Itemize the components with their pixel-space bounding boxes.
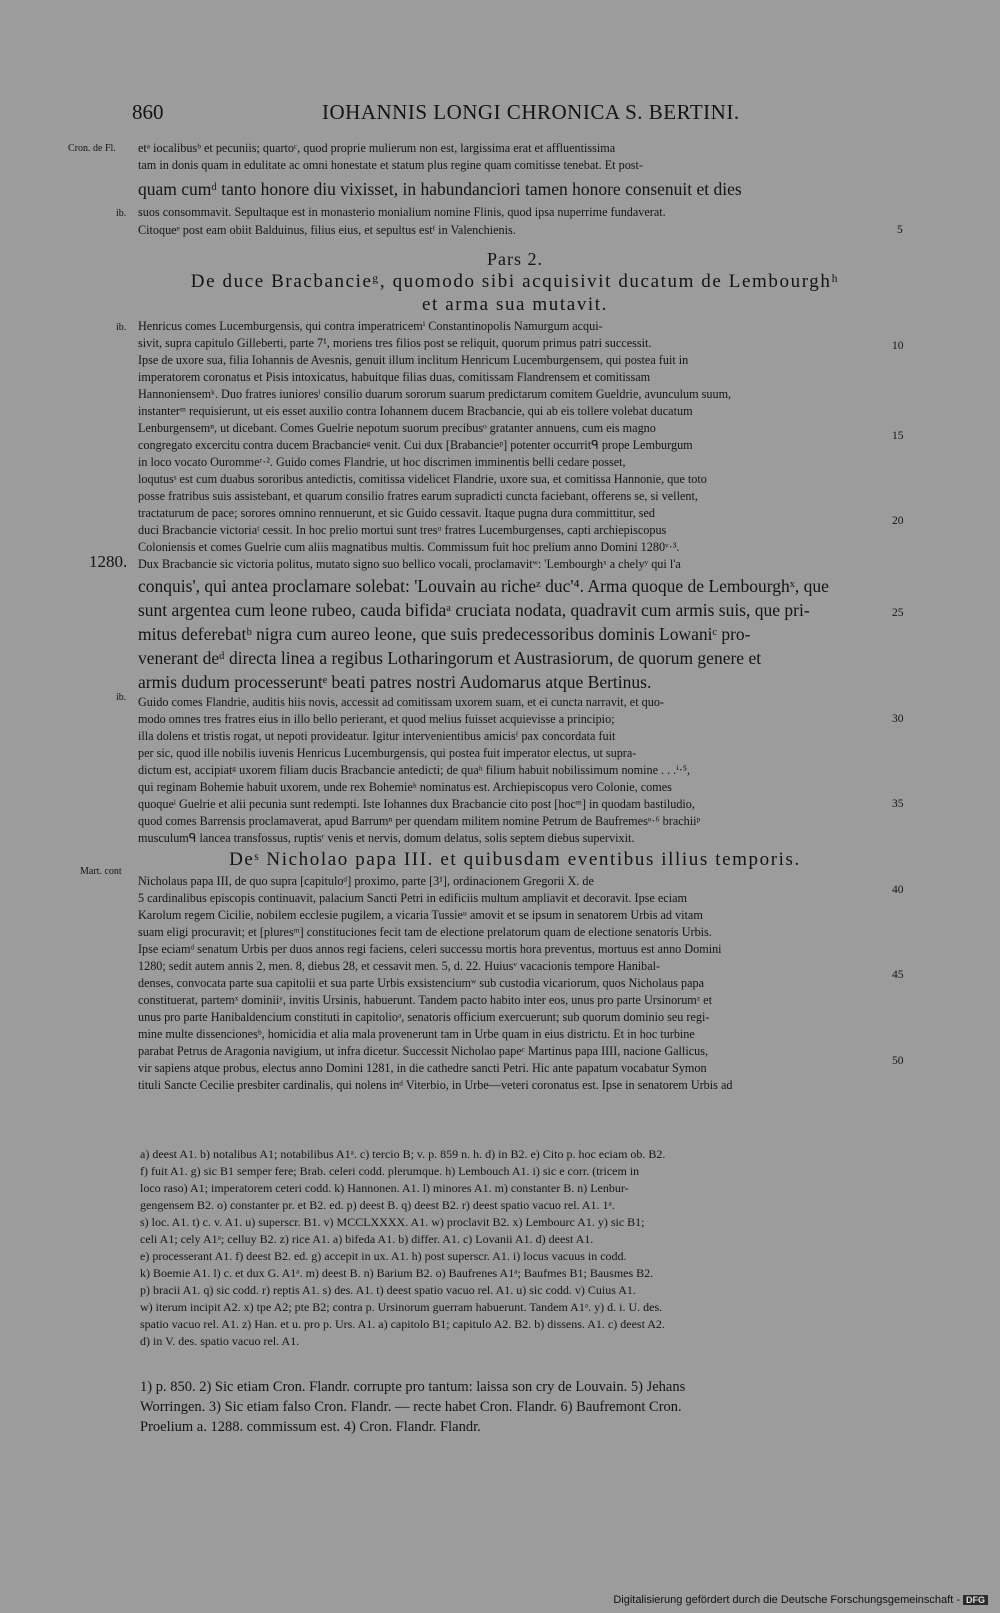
apparatus-line: w) iterum incipit A2. x) tpe A2; pte B2; contra p. Ursinorum guerram habuerunt. Tandem A1ᵃ. y) d. i. U. des. xyxy=(140,1300,663,1314)
line-number: 50 xyxy=(892,1055,904,1067)
margin-note-ib: ib. xyxy=(116,692,127,703)
text-line: vir sapiens atque probus, electus anno Domini 1281, in die cathedre sancti Petri. Hic ante papatum vocabatur Symon xyxy=(138,1061,707,1075)
text-line: Coloniensis et comes Guelrie cum aliis magnatibus multis. Commissum fuit hoc prelium anno Domini 1280ᵛ·³. xyxy=(138,540,680,554)
text-line: quod comes Barrensis proclamaverat, apud Barrumⁿ per quendam militem nomine Petrum de Baufremesᵒ·⁶ brachiiᵖ xyxy=(138,814,701,828)
text-line: dictum est, accipiatᵍ uxorem filiam ducis Bracbancie antedicti; de quaʰ filium habuit nobilissimum nomine . . .ⁱ·⁵, xyxy=(138,763,691,777)
line-number: 25 xyxy=(892,607,904,619)
text-line: tam in donis quam in edulitate ac omni honestate et statum plus regine quam comitisse tenebat. Et post- xyxy=(138,158,643,172)
text-line: quam cumᵈ tanto honore diu vixisset, in habundanciori tamen honore consenuit et dies xyxy=(138,179,742,199)
apparatus-line: k) Boemie A1. l) c. et dux G. A1ᵃ. m) deest B. n) Barium B2. o) Baufrenes A1ᵃ; Baufmes B1; Bausmes B2. xyxy=(140,1266,654,1280)
apparatus-line: d) in V. des. spatio vacuo rel. A1. xyxy=(140,1334,300,1348)
text-line: Karolum regem Cicilie, nobilem ecclesie pugilem, a vicaria Tussieᵘ amovit et se ipsum in senatorem Urbis ad vitam xyxy=(138,908,703,922)
text-line: instanterᵐ requisierunt, ut eis esset auxilio contra Iohannem ducem Bracbancie, qui ab eis tollere volebat ducatum xyxy=(138,404,693,418)
text-line: venerant deᵈ directa linea a regibus Lotharingorum et Austrasiorum, de quorum genere et xyxy=(138,648,762,668)
chapter-title: et arma sua mutavit. xyxy=(421,294,609,315)
margin-note-source: Cron. de Fl. xyxy=(68,143,116,154)
chapter-title: De duce Bracbancieᵍ, quomodo sibi acquisivit ducatum de Lembourghʰ xyxy=(190,271,840,292)
text-line: sivit, supra capitulo Gilleberti, parte 7¹, moriens tres filios post se reliquit, quorum primus patri successit. xyxy=(138,336,652,350)
text-line: qui reginam Bohemie habuit uxorem, unde rex Bohemieᵏ nominatus est. Archiepiscopus vero Colonie, comes xyxy=(138,780,672,794)
text-line: mine multe dissencionesᵇ, homicidia et alia mala provenerunt tam in Urbe quam in eius districtu. Et in hoc turbine xyxy=(138,1027,695,1041)
margin-note-source: Mart. cont xyxy=(80,866,122,877)
text-line: in loco vocato Ourommeʳ·². Guido comes Flandrie, ut hoc discrimen imminentis belli cedare posset, xyxy=(138,455,626,469)
text-line: loqutusˢ est cum duabus sororibus antedictis, comitissa videlicet Flandrie, uxore sua, et comitissa Hannonie, que toto xyxy=(138,472,707,486)
text-line: duci Bracbancie victoriaᵗ cessit. In hoc prelio mortui sunt tresᵘ fratres Lucemburgenses, capti archiepiscopus xyxy=(138,523,667,537)
apparatus-line: f) fuit A1. g) sic B1 semper fere; Brab. celeri codd. plerumque. h) Lembouch A1. i) sic e corr. (tricem in xyxy=(140,1164,640,1178)
text-line: Henricus comes Lucemburgensis, qui contra imperatricemⁱ Constantinopolis Namurgum acqui- xyxy=(138,319,603,333)
text-line: suos consommavit. Sepultaque est in monasterio monialium nomine Flinis, quod ipsa nuperrime fundaverat. xyxy=(138,205,666,219)
margin-note-ib: ib. xyxy=(116,322,127,333)
apparatus-line: spatio vacuo rel. A1. z) Han. et u. pro p. Urs. A1. a) capitolo B1; capitulo A2. B2. b) dissens. A1. c) deest A2. xyxy=(140,1317,665,1331)
line-number: 35 xyxy=(892,798,904,810)
line-number: 40 xyxy=(892,884,904,896)
text-line: unus pro parte Hanibaldencium constituti in capitolioᵃ, senatoris officium exercuerunt; sub quorum dominio seu regi- xyxy=(138,1010,710,1024)
line-number: 20 xyxy=(892,515,904,527)
text-line: Lenburgensemⁿ, ut dicebant. Comes Guelrie nepotum suorum precibusᵒ gratanter annuens, cum eis magno xyxy=(138,421,656,435)
line-number: 5 xyxy=(897,224,903,236)
line-number: 30 xyxy=(892,713,904,725)
text-line: armis dudum processeruntᵉ beati patres nostri Audomarus atque Bertinus. xyxy=(138,672,652,692)
text-line: Guido comes Flandrie, auditis hiis novis, accessit ad comitissam uxorem suam, et ei cuncta narravit, et quo- xyxy=(138,695,664,709)
apparatus-line: p) bracii A1. q) sic codd. r) reptis A1. s) des. A1. t) deest spatio vacuo rel. A1. u) sic codd. v) Cuius A1. xyxy=(140,1283,636,1297)
apparatus-line: gengensem B2. o) constanter pr. et B2. ed. p) deest B. q) deest B2. r) deest spatio vacuo rel. A1. 1ᵃ. xyxy=(140,1198,615,1212)
page-number: 860 xyxy=(132,100,164,124)
text-line: modo omnes tres fratres eius in illo bello perierant, et quod melius fuisset acquievisse a principio; xyxy=(138,712,615,726)
text-line: quoqueˡ Guelrie et alii pecunia sunt redempti. Iste Iohannes dux Bracbancie cito post [hocᵐ] in quodam bastiludio, xyxy=(138,797,695,811)
line-number: 45 xyxy=(892,969,904,981)
text-line: Citoqueᵉ post eam obiit Balduinus, filius eius, et sepultus estᶠ in Valenchienis. xyxy=(138,223,516,237)
text-line: illa dolens et tristis rogat, ut nepoti provideatur. Igitur intervenientibus amicisᶠ pax concordata fuit xyxy=(138,729,616,743)
section-heading: Pars 2. xyxy=(487,249,543,269)
text-line: Hannoniensemᵏ. Duo fratres iunioresˡ consilio duarum sororum suarum predictarum comitem Gueldrie, avunculum suum, xyxy=(138,387,732,401)
text-line: Nicholaus papa III, de quo supra [capituloᵈ] proximo, parte [3¹], ordinacionem Gregorii X. de xyxy=(138,874,594,888)
line-number: 15 xyxy=(892,430,904,442)
text-line: tituli Sancte Cecilie presbiter cardinalis, qui nolens inᵈ Viterbio, in Urbe—veteri coronatus est. Ipse in senatorem Urbis ad xyxy=(138,1078,733,1092)
text-line: Dux Bracbancie sic victoria politus, mutato signo suo bellico vocali, proclamavitʷ: 'Lembourghˣ a chelyʸ qui l'a xyxy=(138,557,681,571)
text-line: per sic, quod ille nobilis iuvenis Henricus Lucemburgensis, qui postea fuit imperator electus, ut supra- xyxy=(138,746,637,760)
note-line: Worringen. 3) Sic etiam falso Cron. Flandr. — recte habet Cron. Flandr. 6) Baufremont Cron. xyxy=(140,1399,682,1415)
note-line: Proelium a. 1288. commissum est. 4) Cron. Flandr. Flandr. xyxy=(140,1419,481,1435)
text-line: mitus deferebatᵇ nigra cum aureo leone, que suis predecessoribus dominis Lowaniᶜ pro- xyxy=(138,624,751,644)
text-line: denses, convocata parte sua capitolii et sua parte Urbis exsistenciumʷ sub custodia vicariorum, quos Nicholaus papa xyxy=(138,976,705,990)
running-title: IOHANNIS LONGI CHRONICA S. BERTINI. xyxy=(322,100,740,124)
chapter-title: Deˢ Nicholao papa III. et quibusdam eventibus illius temporis. xyxy=(229,849,801,870)
apparatus-line: e) processerant A1. f) deest B2. ed. g) accepit in ux. A1. h) post superscr. A1. i) locus vacuus in codd. xyxy=(140,1249,627,1263)
margin-note-ib: ib. xyxy=(116,208,127,219)
text-line: suam eligi procuravit; et [pluresᵐ] constituciones fecit tam de electione prelatorum quam de electione senatoris Urbis. xyxy=(138,925,712,939)
text-line: tractaturum de pace; sorores omnino rennuerunt, et sic Guido cessavit. Itaque pugna dura committitur, sed xyxy=(138,506,655,520)
text-line: posse fratribus suis assistebant, et quarum consilio fratres earum supradicti cuncta faciebant, offerens se, si vellent, xyxy=(138,489,698,503)
margin-year: 1280. xyxy=(89,552,128,571)
apparatus-line: s) loc. A1. t) c. v. A1. u) superscr. B1. v) MCCLXXXX. A1. w) proclavit B2. x) Lembourc A1. y) sic B1; xyxy=(140,1215,645,1229)
text-line: 5 cardinalibus episcopis continuavit, palacium Sancti Petri in edificiis multum ampliavit et decoravit. Ipse eciam xyxy=(138,891,687,905)
text-line: parabat Petrus de Aragonia navigium, ut infra dicetur. Successit Nicholao papeᶜ Martinus papa IIII, nacione Gallicus, xyxy=(138,1044,708,1058)
apparatus-line: loco raso) A1; imperatorem ceteri codd. k) Hannonen. A1. l) minores A1. m) constanter B. n) Lenbur- xyxy=(140,1181,629,1195)
text-line: Ipse de uxore sua, filia Iohannis de Avesnis, genuit illum inclitum Henricum Lucemburgensem, qui postea fuit in xyxy=(138,353,689,367)
dfg-logo-icon: DFG xyxy=(963,1595,988,1605)
text-line: conquis', qui antea proclamare solebat: 'Louvain au richeᶻ duc'⁴. Arma quoque de Lembourghˣ, que xyxy=(138,576,829,596)
page-header xyxy=(132,100,902,128)
digitization-credit xyxy=(613,1594,988,1606)
text-line: Ipse eciamᵈ senatum Urbis per duos annos regi faciens, celeri successu mortis hora preventus, mortuus est anno Domini xyxy=(138,942,722,956)
note-line: 1) p. 850. 2) Sic etiam Cron. Flandr. corrupte pro tantum: laissa son cry de Louvain. 5) Jehans xyxy=(140,1379,686,1395)
line-number: 10 xyxy=(892,340,904,352)
apparatus-line: a) deest A1. b) notalibus A1; notabilibus A1ᵃ. c) tercio B; v. p. 859 n. h. d) in B2. e) Cito p. hoc eciam ob. B2. xyxy=(140,1147,666,1161)
text-line: etᵃ iocalibusᵇ et pecuniis; quartoᶜ, quod proprie mulierum non est, largissima erat et affluentissima xyxy=(138,141,616,155)
text-line: sunt argentea cum leone rubeo, cauda bifidaᵃ cruciata nodata, quadravit cum armis suis, que pri- xyxy=(138,600,810,620)
text-line: congregato excercitu contra ducem Bracbancieᵍ venit. Cui dux [Brabancieᵖ] potenter occurritᑫ prope Lemburgum xyxy=(138,438,693,452)
credit-text: Digitalisierung gefördert durch die Deutsche Forschungsgemeinschaft - xyxy=(613,1594,960,1606)
text-line: 1280; sedit autem annis 2, men. 8, diebus 28, et cessavit men. 5, d. 22. Huiusᵛ vacacionis tempore Hanibal- xyxy=(138,959,661,973)
text-line: musculumᑫ lancea transfossus, ruptisʳ venis et nervis, domum delatus, solis septem diebus supervixit. xyxy=(138,831,635,845)
text-line: constituerat, partemˣ dominiiʸ, invitis Ursinis, habuerunt. Tandem pacto habito inter eos, unus pro parte Ursinorumᶻ et xyxy=(138,993,712,1007)
apparatus-line: celi A1; cely A1ᵃ; celluy B2. z) rice A1. a) bifeda A1. b) differ. A1. c) Lovanii A1. d) deest A1. xyxy=(140,1232,594,1246)
text-line: imperatorem coronatus et Pisis intoxicatus, habuitque filias duas, comitissam Flandrensem et comitissam xyxy=(138,370,651,384)
